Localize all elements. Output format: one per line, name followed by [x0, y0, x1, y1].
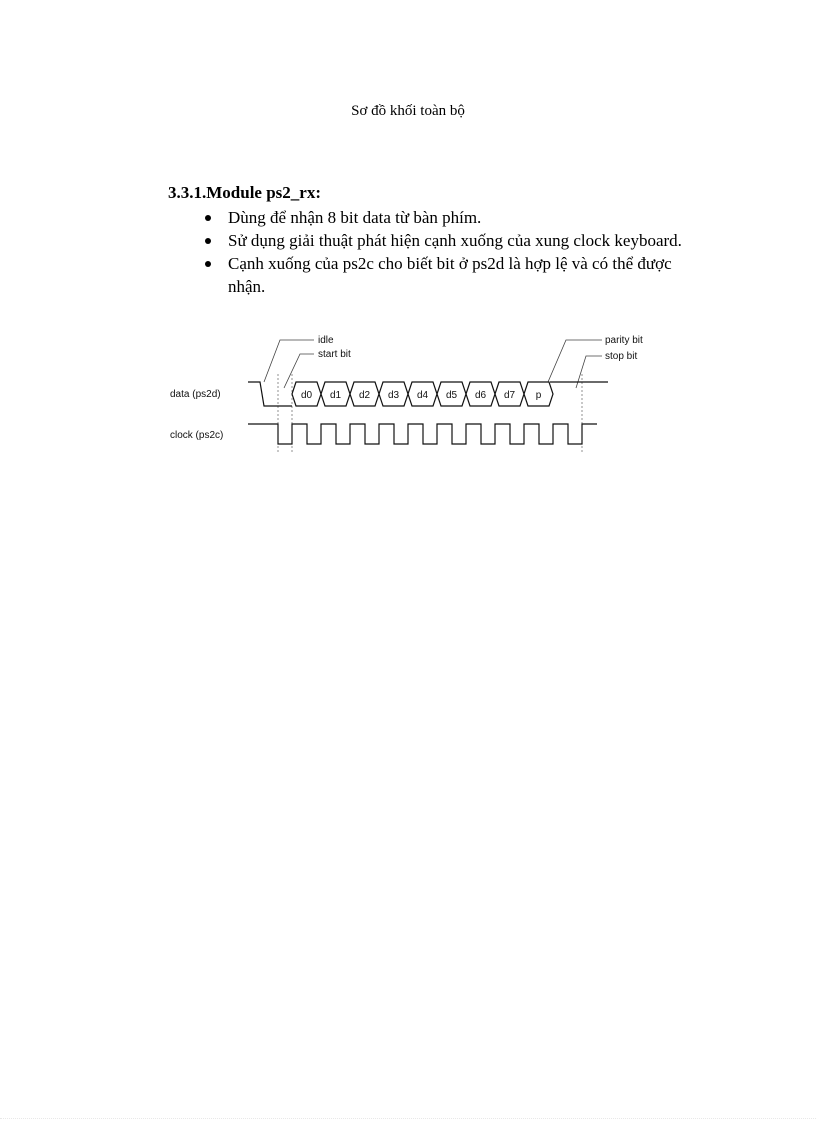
callout-leaders	[264, 340, 602, 388]
data-bit-label: d6	[474, 390, 487, 401]
callout-start-bit: start bit	[318, 349, 351, 360]
data-bit-label: d3	[387, 390, 400, 401]
data-bit-label: p	[535, 390, 542, 401]
data-bit-labels	[301, 390, 542, 401]
signal-label-data: data (ps2d)	[170, 389, 221, 400]
data-bit-label: d2	[358, 390, 371, 401]
clock-waveform	[248, 424, 597, 444]
data-bit-label: d1	[329, 390, 342, 401]
bullet-text: Dùng để nhận 8 bit data từ bàn phím.	[228, 208, 482, 227]
data-bit-label: d5	[445, 390, 458, 401]
callout-parity-bit: parity bit	[605, 335, 643, 346]
callout-stop-bit: stop bit	[605, 351, 638, 362]
data-bit-label: d7	[503, 390, 516, 401]
bullet-list	[200, 206, 700, 298]
bullet-dot-icon	[205, 238, 211, 244]
bullet-item	[200, 252, 700, 298]
bullet-item	[200, 206, 700, 229]
ps2-timing-diagram	[168, 330, 643, 462]
data-bit-label: d0	[300, 390, 313, 401]
section-heading: 3.3.1.Module ps2_rx:	[168, 183, 321, 202]
bullet-item	[200, 229, 700, 252]
data-bit-label: d4	[416, 390, 429, 401]
bullet-text: Cạnh xuống của ps2c cho biết bit ở ps2d là hợp lệ và có thể được nhận.	[228, 254, 672, 296]
bullet-dot-icon	[205, 215, 211, 221]
bullet-dot-icon	[205, 261, 211, 267]
bullet-text: Sử dụng giải thuật phát hiện cạnh xuống của xung clock keyboard.	[228, 231, 682, 250]
callout-idle: idle	[318, 335, 334, 346]
figure-caption: Sơ đồ khối toàn bộ	[351, 103, 465, 119]
page-footer-divider	[0, 1118, 816, 1119]
signal-label-clock: clock (ps2c)	[170, 430, 224, 441]
